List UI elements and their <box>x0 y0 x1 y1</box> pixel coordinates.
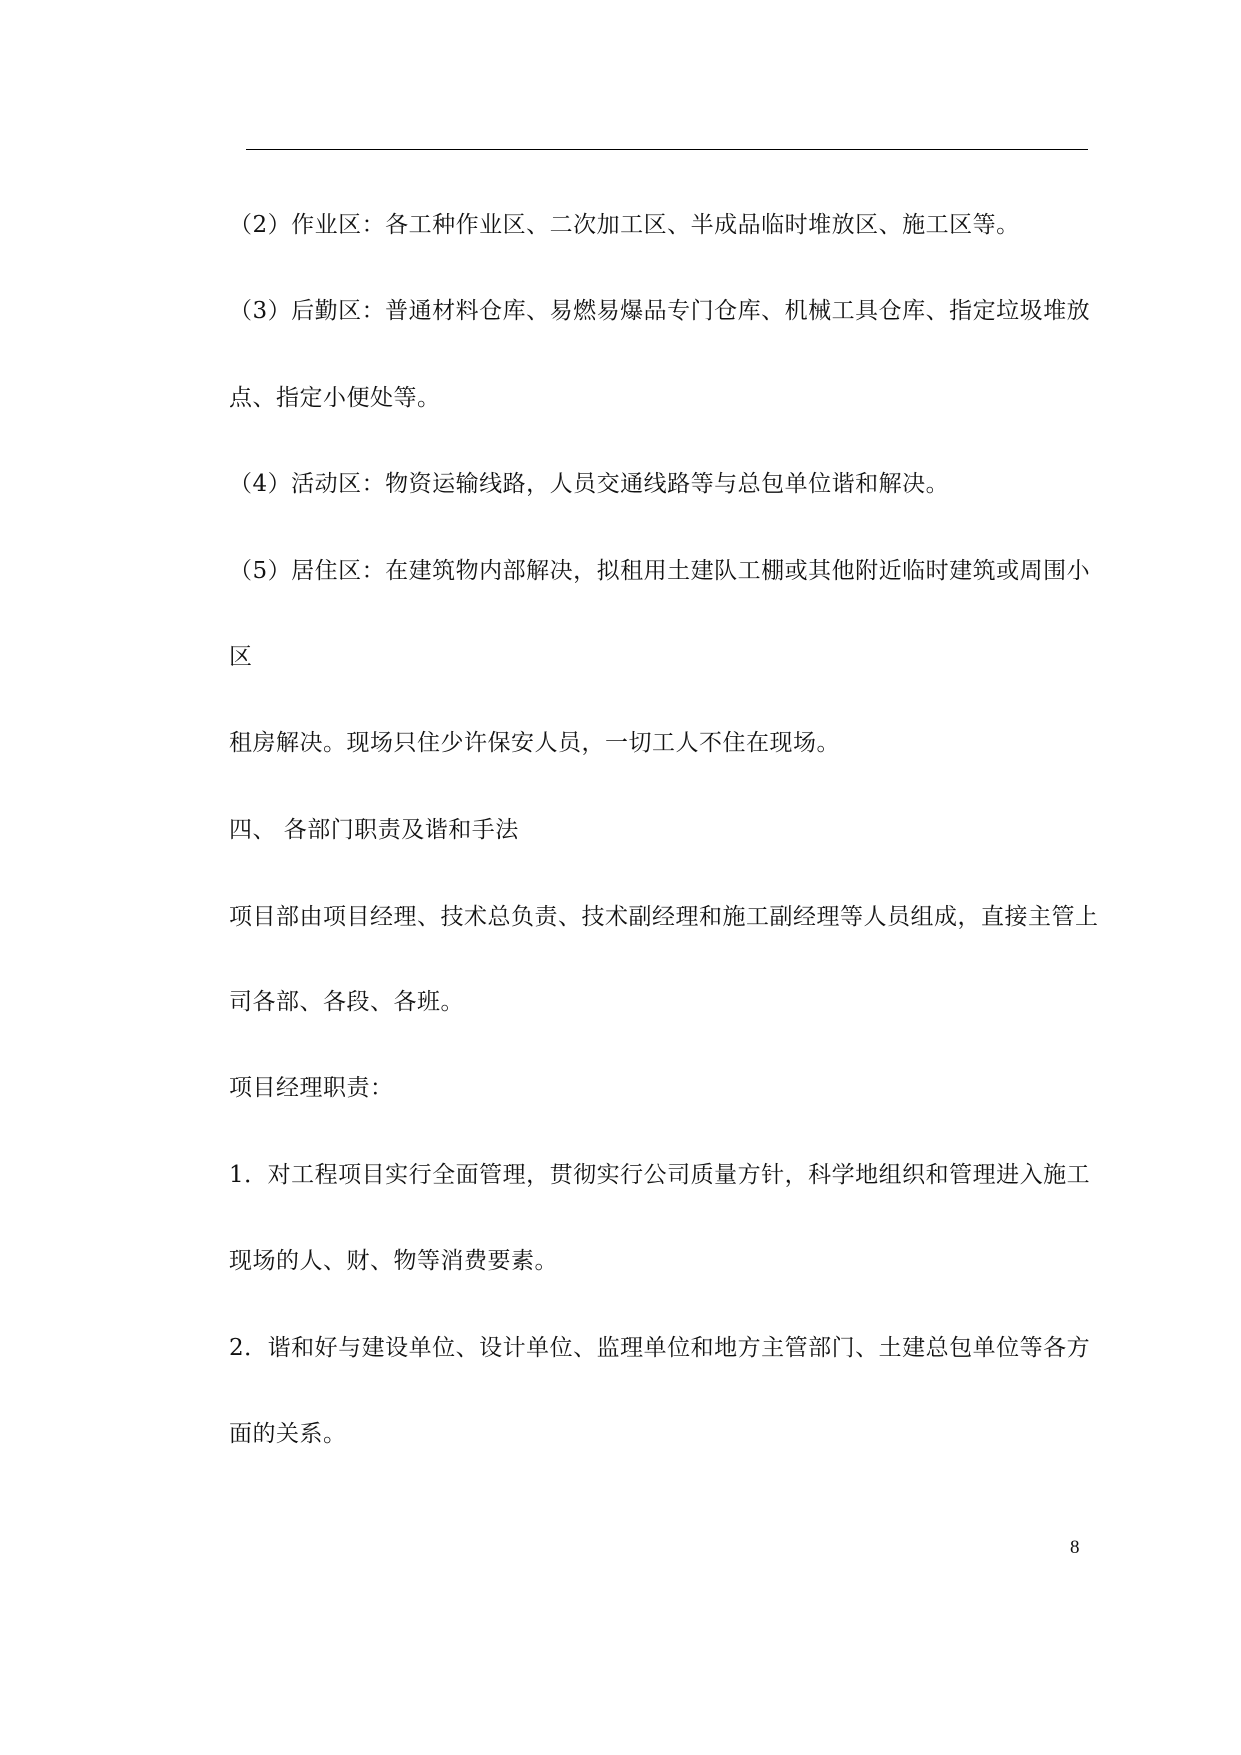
page-number: 8 <box>1070 1537 1080 1558</box>
paragraph-line: 2．谐和好与建设单位、设计单位、监理单位和地方主管部门、土建总包单位等各方 <box>229 1335 1091 1361</box>
paragraph-line: 点、指定小便处等。 <box>229 385 441 411</box>
paragraph-line: （5）居住区：在建筑物内部解决，拟租用土建队工棚或其他附近临时建筑或周围小 <box>229 558 1091 584</box>
paragraph-line: 项目经理职责： <box>229 1075 394 1101</box>
paragraph-line: （2）作业区：各工种作业区、二次加工区、半成品临时堆放区、施工区等。 <box>229 212 1020 238</box>
paragraph-line: 1．对工程项目实行全面管理，贯彻实行公司质量方针，科学地组织和管理进入施工 <box>229 1162 1091 1188</box>
paragraph-line: 面的关系。 <box>229 1421 347 1447</box>
header-rule <box>246 149 1088 150</box>
paragraph-line: 现场的人、财、物等消费要素。 <box>229 1248 558 1274</box>
paragraph-line: （3）后勤区：普通材料仓库、易燃易爆品专门仓库、机械工具仓库、指定垃圾堆放 <box>229 298 1091 324</box>
paragraph-line: 司各部、各段、各班。 <box>229 989 464 1015</box>
paragraph-line: 区 <box>229 644 253 670</box>
paragraph-line: 租房解决。现场只住少许保安人员，一切工人不住在现场。 <box>229 730 840 756</box>
section-heading: 四、 各部门职责及谐和手法 <box>229 817 519 843</box>
paragraph-line: （4）活动区：物资运输线路，人员交通线路等与总包单位谐和解决。 <box>229 471 950 497</box>
paragraph-line: 项目部由项目经理、技术总负责、技术副经理和施工副经理等人员组成，直接主管上 <box>229 904 1099 930</box>
